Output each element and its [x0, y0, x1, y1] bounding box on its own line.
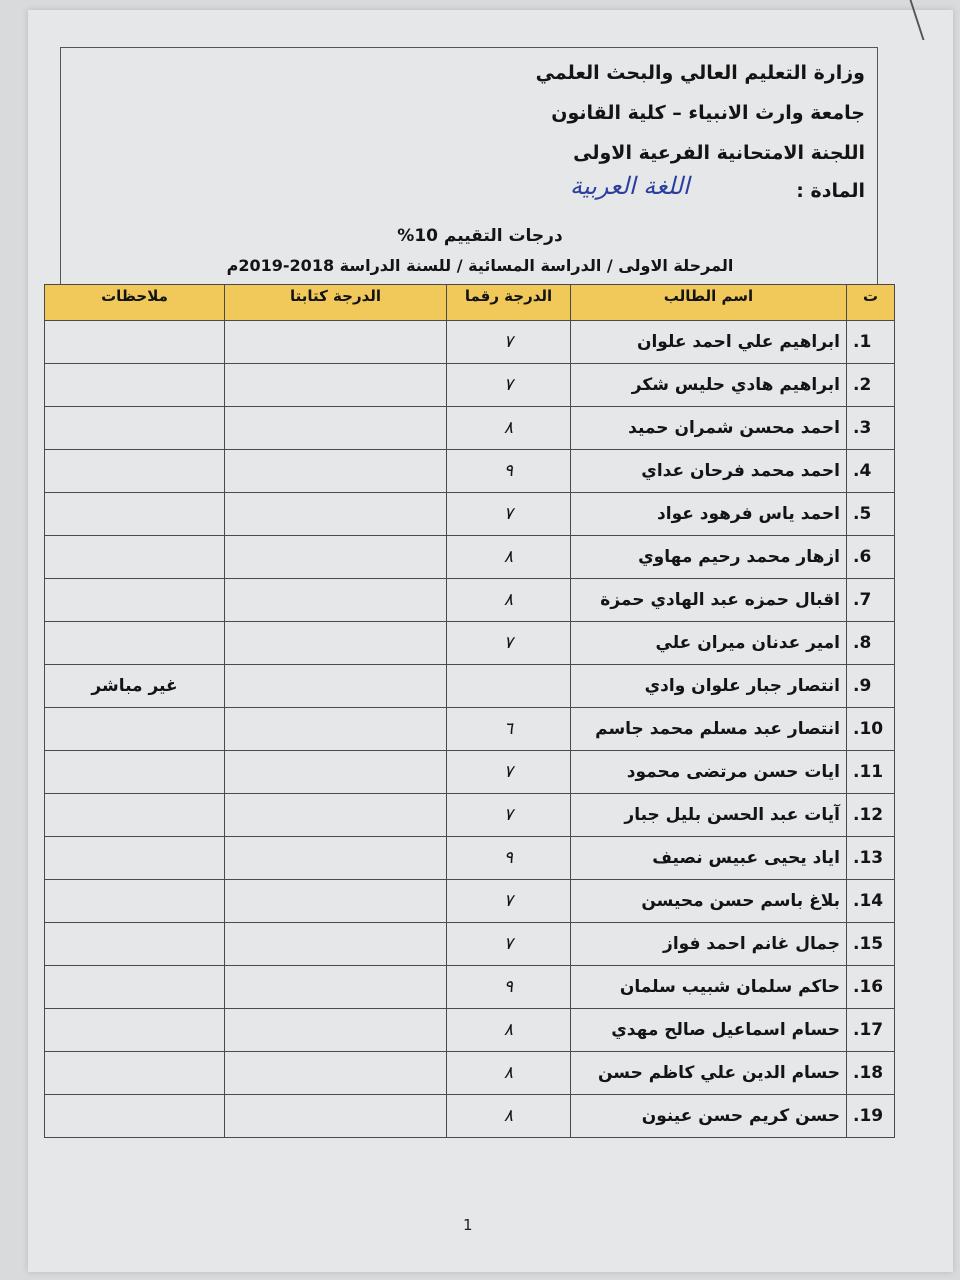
table-row: [45, 450, 895, 493]
row-number: 5.: [847, 493, 895, 536]
table-row: [45, 1052, 895, 1095]
header-student-name: اسم الطالب: [571, 285, 847, 321]
grade-written: [225, 407, 447, 450]
header-notes: ملاحظات: [45, 285, 225, 321]
grade-written: [225, 1052, 447, 1095]
student-name: انتصار جبار علوان وادي: [571, 665, 847, 708]
student-name: اياد يحيى عبيس نصيف: [571, 837, 847, 880]
row-number: 13.: [847, 837, 895, 880]
row-note: [45, 407, 225, 450]
header-index: ت: [847, 285, 895, 321]
row-note: [45, 450, 225, 493]
student-name: ايات حسن مرتضى محمود: [571, 751, 847, 794]
grade-number: ٧: [447, 923, 571, 966]
student-name: اقبال حمزه عبد الهادي حمزة: [571, 579, 847, 622]
table-row: [45, 794, 895, 837]
table-header-row: [45, 285, 895, 321]
row-note: [45, 622, 225, 665]
row-number: 11.: [847, 751, 895, 794]
row-number: 19.: [847, 1095, 895, 1138]
page-title: درجات التقييم 10%: [397, 226, 563, 246]
row-note: [45, 1095, 225, 1138]
row-note: [45, 1052, 225, 1095]
grade-written: [225, 665, 447, 708]
student-name: احمد محمد فرحان عداي: [571, 450, 847, 493]
student-name: حسام الدين علي كاظم حسن: [571, 1052, 847, 1095]
row-note: [45, 1009, 225, 1052]
row-note: [45, 880, 225, 923]
grades-table: [44, 284, 895, 1138]
row-number: 8.: [847, 622, 895, 665]
grade-written: [225, 450, 447, 493]
student-name: انتصار عبد مسلم محمد جاسم: [571, 708, 847, 751]
row-note: [45, 321, 225, 364]
table-row: [45, 1009, 895, 1052]
row-number: 1.: [847, 321, 895, 364]
grade-number: ٦: [447, 708, 571, 751]
row-number: 4.: [847, 450, 895, 493]
student-name: احمد محسن شمران حميد: [571, 407, 847, 450]
grade-written: [225, 321, 447, 364]
grade-written: [225, 1095, 447, 1138]
grade-written: [225, 923, 447, 966]
grade-number: ٧: [447, 794, 571, 837]
grade-number: ٨: [447, 1095, 571, 1138]
table-row: [45, 923, 895, 966]
ministry-heading: وزارة التعليم العالي والبحث العلمي: [535, 62, 865, 84]
grade-number: ٨: [447, 536, 571, 579]
row-note: [45, 794, 225, 837]
committee-heading: اللجنة الامتحانية الفرعية الاولى: [573, 142, 865, 164]
grade-number: ٧: [447, 364, 571, 407]
row-note: [45, 536, 225, 579]
grade-written: [225, 364, 447, 407]
grade-number: ٧: [447, 880, 571, 923]
row-number: 17.: [847, 1009, 895, 1052]
grade-number: ٧: [447, 321, 571, 364]
grade-written: [225, 794, 447, 837]
student-name: حسن كريم حسن عينون: [571, 1095, 847, 1138]
header-grade-number: الدرجة رقما: [447, 285, 571, 321]
row-number: 3.: [847, 407, 895, 450]
grade-number: ٨: [447, 407, 571, 450]
page-number: 1: [463, 1216, 473, 1234]
table-row: [45, 708, 895, 751]
table-row: [45, 364, 895, 407]
row-number: 18.: [847, 1052, 895, 1095]
grade-number: ٧: [447, 493, 571, 536]
table-row: [45, 579, 895, 622]
row-number: 12.: [847, 794, 895, 837]
grade-written: [225, 1009, 447, 1052]
table-row: [45, 966, 895, 1009]
student-name: آيات عبد الحسن بليل جبار: [571, 794, 847, 837]
student-name: ابراهيم علي احمد علوان: [571, 321, 847, 364]
student-name: حسام اسماعيل صالح مهدي: [571, 1009, 847, 1052]
row-number: 10.: [847, 708, 895, 751]
table-row: [45, 536, 895, 579]
student-name: ازهار محمد رحيم مهاوي: [571, 536, 847, 579]
table-row: [45, 493, 895, 536]
grade-number: ٨: [447, 579, 571, 622]
header-grade-written: الدرجة كتابتا: [225, 285, 447, 321]
grade-number: ٨: [447, 1052, 571, 1095]
grade-written: [225, 751, 447, 794]
table-row: [45, 622, 895, 665]
grade-number: ٩: [447, 450, 571, 493]
row-number: 6.: [847, 536, 895, 579]
table-row: [45, 321, 895, 364]
student-name: جمال غانم احمد فواز: [571, 923, 847, 966]
subject-label: المادة :: [796, 180, 865, 202]
table-row: [45, 665, 895, 708]
table-row: [45, 1095, 895, 1138]
grade-written: [225, 536, 447, 579]
row-note: [45, 364, 225, 407]
table-row: [45, 407, 895, 450]
row-number: 2.: [847, 364, 895, 407]
student-name: احمد ياس فرهود عواد: [571, 493, 847, 536]
row-note: [45, 966, 225, 1009]
page-subtitle: المرحلة الاولى / الدراسة المسائية / للسنة الدراسة 2018-2019م: [226, 256, 734, 275]
subject-handwritten-value: اللغة العربية: [570, 172, 690, 200]
student-name: امير عدنان ميران علي: [571, 622, 847, 665]
grade-written: [225, 837, 447, 880]
grade-number: [447, 665, 571, 708]
grade-written: [225, 880, 447, 923]
table-row: [45, 751, 895, 794]
row-note: [45, 923, 225, 966]
row-number: 15.: [847, 923, 895, 966]
row-note: [45, 493, 225, 536]
university-heading: جامعة وارث الانبياء – كلية القانون: [551, 102, 865, 124]
table-row: [45, 880, 895, 923]
row-note: [45, 579, 225, 622]
row-number: 14.: [847, 880, 895, 923]
row-number: 9.: [847, 665, 895, 708]
row-note: [45, 837, 225, 880]
student-name: ابراهيم هادي حليس شكر: [571, 364, 847, 407]
grade-number: ٧: [447, 622, 571, 665]
student-name: بلاغ باسم حسن محيسن: [571, 880, 847, 923]
grade-written: [225, 579, 447, 622]
grade-written: [225, 622, 447, 665]
grade-number: ٧: [447, 751, 571, 794]
row-note: غير مباشر: [45, 665, 225, 708]
row-number: 7.: [847, 579, 895, 622]
grade-number: ٩: [447, 837, 571, 880]
table-row: [45, 837, 895, 880]
grade-number: ٩: [447, 966, 571, 1009]
grade-written: [225, 966, 447, 1009]
grade-number: ٨: [447, 1009, 571, 1052]
row-number: 16.: [847, 966, 895, 1009]
row-note: [45, 708, 225, 751]
grade-written: [225, 493, 447, 536]
student-name: حاكم سلمان شبيب سلمان: [571, 966, 847, 1009]
grade-written: [225, 708, 447, 751]
row-note: [45, 751, 225, 794]
